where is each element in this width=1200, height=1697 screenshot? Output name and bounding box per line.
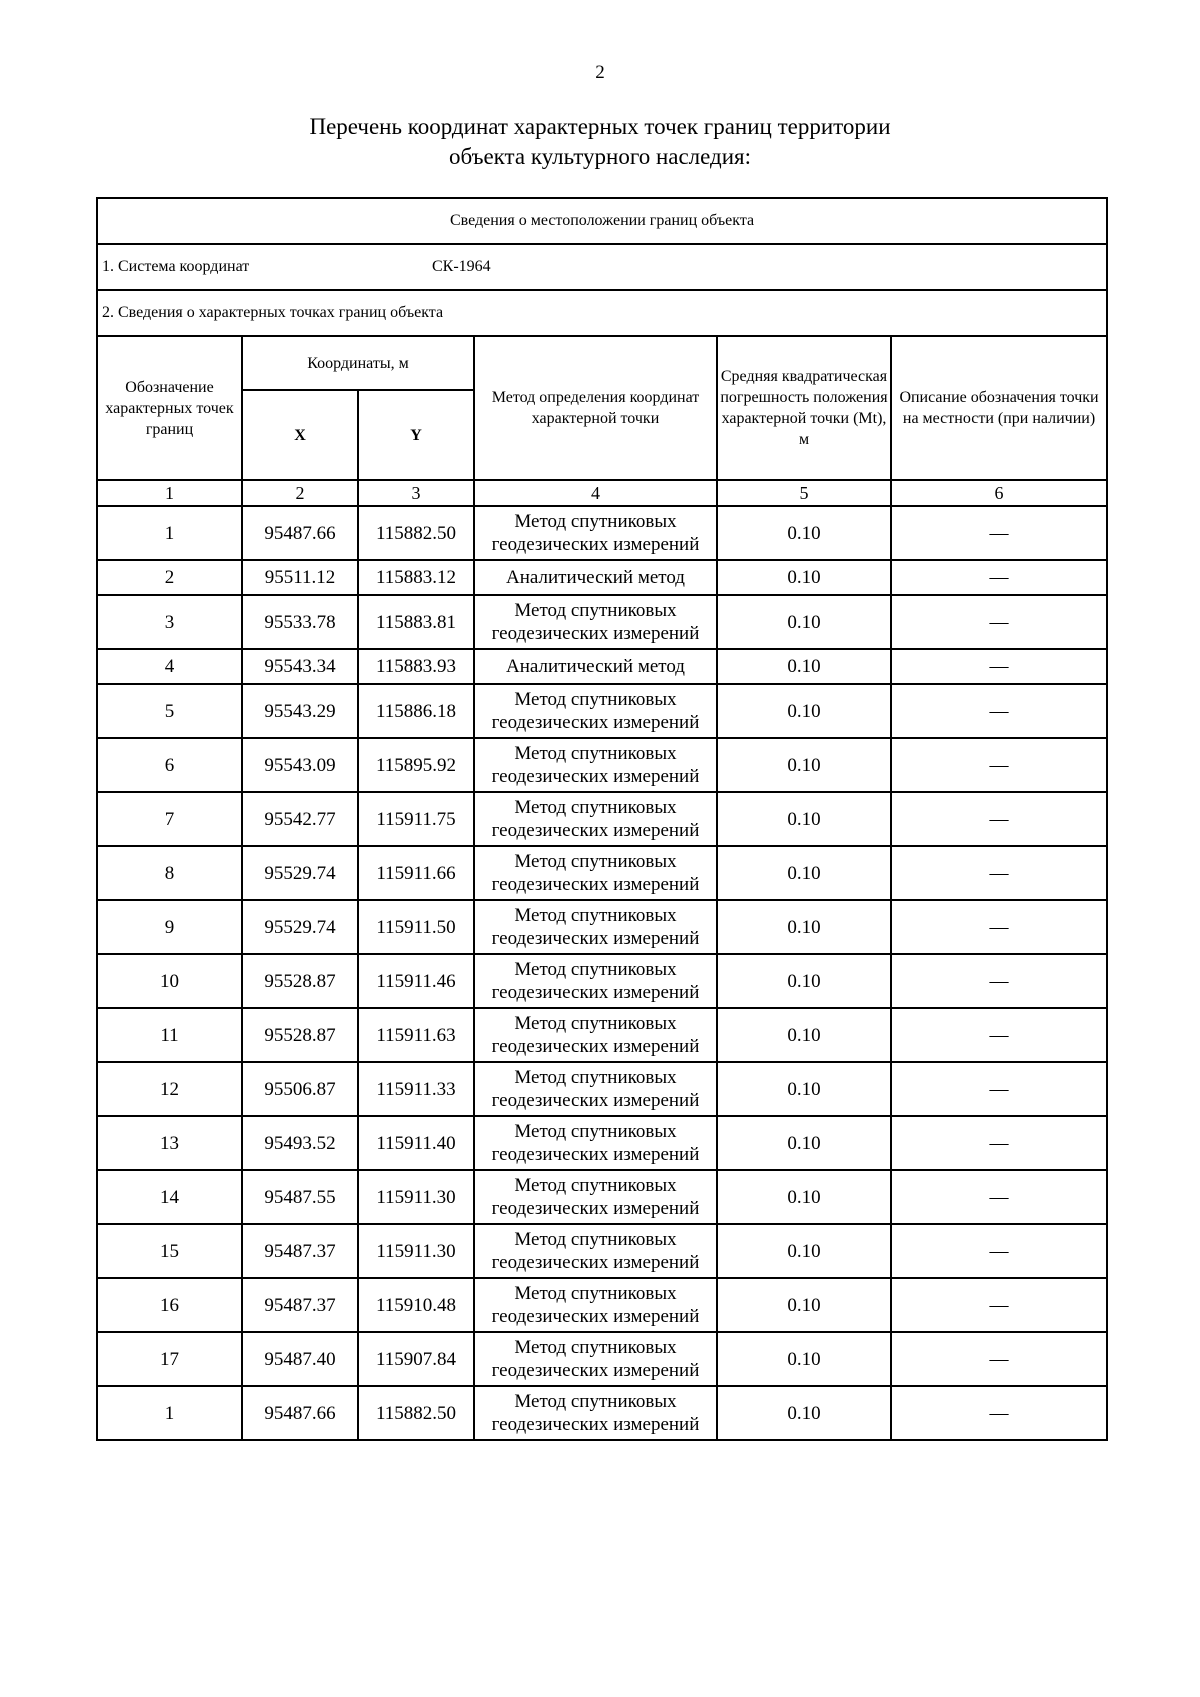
header-designation: Обозначение характерных точек границ xyxy=(97,336,242,480)
point-id-cell: 10 xyxy=(97,954,242,1008)
table-row xyxy=(97,1332,1107,1386)
table-row xyxy=(97,1278,1107,1332)
column-number: 4 xyxy=(474,480,717,506)
table-row xyxy=(97,595,1107,649)
column-number: 5 xyxy=(717,480,891,506)
accuracy-cell: 0.10 xyxy=(717,684,891,738)
header-coordinates: Координаты, м xyxy=(242,336,474,390)
table-row xyxy=(97,684,1107,738)
header-accuracy: Средняя квадратическая погрешность положения характерной точки (Mt), м xyxy=(717,336,891,480)
point-id-cell: 17 xyxy=(97,1332,242,1386)
method-cell: Метод спутниковых геодезических измерений xyxy=(474,1170,717,1224)
x-cell: 95542.77 xyxy=(242,792,358,846)
table-row xyxy=(97,1386,1107,1440)
page-number: 2 xyxy=(595,62,605,83)
y-cell: 115911.50 xyxy=(358,900,474,954)
point-id-cell: 15 xyxy=(97,1224,242,1278)
y-cell: 115911.40 xyxy=(358,1116,474,1170)
point-id-cell: 1 xyxy=(97,506,242,560)
points-section-label: 2. Сведения о характерных точках границ объекта xyxy=(97,290,1107,336)
table-row xyxy=(97,1224,1107,1278)
x-cell: 95543.34 xyxy=(242,649,358,684)
method-cell: Метод спутниковых геодезических измерений xyxy=(474,954,717,1008)
accuracy-cell: 0.10 xyxy=(717,1170,891,1224)
column-number: 2 xyxy=(242,480,358,506)
description-cell: — xyxy=(891,1386,1107,1440)
accuracy-cell: 0.10 xyxy=(717,954,891,1008)
description-cell: — xyxy=(891,1224,1107,1278)
description-cell: — xyxy=(891,684,1107,738)
description-cell: — xyxy=(891,595,1107,649)
point-id-cell: 4 xyxy=(97,649,242,684)
point-id-cell: 2 xyxy=(97,560,242,595)
x-cell: 95529.74 xyxy=(242,846,358,900)
description-cell: — xyxy=(891,792,1107,846)
description-cell: — xyxy=(891,649,1107,684)
point-id-cell: 16 xyxy=(97,1278,242,1332)
section-title: Сведения о местоположении границ объекта xyxy=(97,198,1107,244)
y-cell: 115911.30 xyxy=(358,1170,474,1224)
x-cell: 95533.78 xyxy=(242,595,358,649)
x-cell: 95487.37 xyxy=(242,1278,358,1332)
point-id-cell: 12 xyxy=(97,1062,242,1116)
y-cell: 115911.66 xyxy=(358,846,474,900)
x-cell: 95487.55 xyxy=(242,1170,358,1224)
x-cell: 95487.37 xyxy=(242,1224,358,1278)
header-method: Метод определения координат характерной точки xyxy=(474,336,717,480)
y-cell: 115911.46 xyxy=(358,954,474,1008)
accuracy-cell: 0.10 xyxy=(717,846,891,900)
table-row xyxy=(97,954,1107,1008)
page-title xyxy=(0,112,1200,172)
table-row xyxy=(97,1062,1107,1116)
point-id-cell: 6 xyxy=(97,738,242,792)
point-id-cell: 13 xyxy=(97,1116,242,1170)
x-cell: 95528.87 xyxy=(242,1008,358,1062)
method-cell: Метод спутниковых геодезических измерений xyxy=(474,900,717,954)
description-cell: — xyxy=(891,738,1107,792)
table-row xyxy=(97,846,1107,900)
column-number: 3 xyxy=(358,480,474,506)
coord-system-label: 1. Система координат xyxy=(102,258,250,275)
y-cell: 115911.63 xyxy=(358,1008,474,1062)
accuracy-cell: 0.10 xyxy=(717,649,891,684)
description-cell: — xyxy=(891,846,1107,900)
method-cell: Метод спутниковых геодезических измерений xyxy=(474,1278,717,1332)
x-cell: 95528.87 xyxy=(242,954,358,1008)
point-id-cell: 1 xyxy=(97,1386,242,1440)
point-id-cell: 3 xyxy=(97,595,242,649)
method-cell: Метод спутниковых геодезических измерений xyxy=(474,506,717,560)
column-number: 1 xyxy=(97,480,242,506)
x-cell: 95487.66 xyxy=(242,1386,358,1440)
method-cell: Аналитический метод xyxy=(474,649,717,684)
accuracy-cell: 0.10 xyxy=(717,738,891,792)
table-row xyxy=(97,1116,1107,1170)
description-cell: — xyxy=(891,560,1107,595)
method-cell: Метод спутниковых геодезических измерений xyxy=(474,1062,717,1116)
description-cell: — xyxy=(891,1062,1107,1116)
point-id-cell: 8 xyxy=(97,846,242,900)
column-number: 6 xyxy=(891,480,1107,506)
accuracy-cell: 0.10 xyxy=(717,1386,891,1440)
accuracy-cell: 0.10 xyxy=(717,1278,891,1332)
y-cell: 115882.50 xyxy=(358,1386,474,1440)
x-cell: 95493.52 xyxy=(242,1116,358,1170)
description-cell: — xyxy=(891,1332,1107,1386)
method-cell: Метод спутниковых геодезических измерений xyxy=(474,1386,717,1440)
method-cell: Метод спутниковых геодезических измерений xyxy=(474,595,717,649)
accuracy-cell: 0.10 xyxy=(717,1008,891,1062)
x-cell: 95487.66 xyxy=(242,506,358,560)
accuracy-cell: 0.10 xyxy=(717,506,891,560)
x-cell: 95506.87 xyxy=(242,1062,358,1116)
method-cell: Метод спутниковых геодезических измерений xyxy=(474,846,717,900)
y-cell: 115911.33 xyxy=(358,1062,474,1116)
method-cell: Метод спутниковых геодезических измерений xyxy=(474,1332,717,1386)
header-description: Описание обозначения точки на местности (при наличии) xyxy=(891,336,1107,480)
table-row xyxy=(97,649,1107,684)
description-cell: — xyxy=(891,1170,1107,1224)
accuracy-cell: 0.10 xyxy=(717,1224,891,1278)
y-cell: 115883.93 xyxy=(358,649,474,684)
point-id-cell: 7 xyxy=(97,792,242,846)
y-cell: 115911.30 xyxy=(358,1224,474,1278)
accuracy-cell: 0.10 xyxy=(717,1062,891,1116)
table-row xyxy=(97,1170,1107,1224)
header-x: X xyxy=(242,390,358,480)
y-cell: 115883.12 xyxy=(358,560,474,595)
accuracy-cell: 0.10 xyxy=(717,1116,891,1170)
y-cell: 115911.75 xyxy=(358,792,474,846)
description-cell: — xyxy=(891,954,1107,1008)
x-cell: 95487.40 xyxy=(242,1332,358,1386)
y-cell: 115883.81 xyxy=(358,595,474,649)
table-row xyxy=(97,560,1107,595)
method-cell: Метод спутниковых геодезических измерений xyxy=(474,738,717,792)
accuracy-cell: 0.10 xyxy=(717,792,891,846)
accuracy-cell: 0.10 xyxy=(717,595,891,649)
method-cell: Метод спутниковых геодезических измерений xyxy=(474,1008,717,1062)
point-id-cell: 11 xyxy=(97,1008,242,1062)
y-cell: 115895.92 xyxy=(358,738,474,792)
coordinates-table xyxy=(96,197,1108,1441)
method-cell: Метод спутниковых геодезических измерений xyxy=(474,1224,717,1278)
table-row xyxy=(97,506,1107,560)
point-id-cell: 14 xyxy=(97,1170,242,1224)
method-cell: Аналитический метод xyxy=(474,560,717,595)
y-cell: 115882.50 xyxy=(358,506,474,560)
title-line-1: Перечень координат характерных точек границ территории xyxy=(309,114,891,139)
description-cell: — xyxy=(891,506,1107,560)
accuracy-cell: 0.10 xyxy=(717,560,891,595)
description-cell: — xyxy=(891,1278,1107,1332)
table-row xyxy=(97,792,1107,846)
coord-system-row xyxy=(97,244,1107,290)
method-cell: Метод спутниковых геодезических измерений xyxy=(474,684,717,738)
column-number-row xyxy=(97,480,1107,506)
x-cell: 95543.29 xyxy=(242,684,358,738)
method-cell: Метод спутниковых геодезических измерений xyxy=(474,792,717,846)
description-cell: — xyxy=(891,1008,1107,1062)
accuracy-cell: 0.10 xyxy=(717,900,891,954)
x-cell: 95543.09 xyxy=(242,738,358,792)
method-cell: Метод спутниковых геодезических измерений xyxy=(474,1116,717,1170)
table-row xyxy=(97,900,1107,954)
title-line-2: объекта культурного наследия: xyxy=(448,144,752,169)
coord-system-value: СК-1964 xyxy=(432,258,491,275)
x-cell: 95529.74 xyxy=(242,900,358,954)
table-row xyxy=(97,738,1107,792)
description-cell: — xyxy=(891,900,1107,954)
point-id-cell: 5 xyxy=(97,684,242,738)
table-row xyxy=(97,1008,1107,1062)
header-y: Y xyxy=(358,390,474,480)
y-cell: 115886.18 xyxy=(358,684,474,738)
y-cell: 115907.84 xyxy=(358,1332,474,1386)
description-cell: — xyxy=(891,1116,1107,1170)
point-id-cell: 9 xyxy=(97,900,242,954)
accuracy-cell: 0.10 xyxy=(717,1332,891,1386)
y-cell: 115910.48 xyxy=(358,1278,474,1332)
x-cell: 95511.12 xyxy=(242,560,358,595)
